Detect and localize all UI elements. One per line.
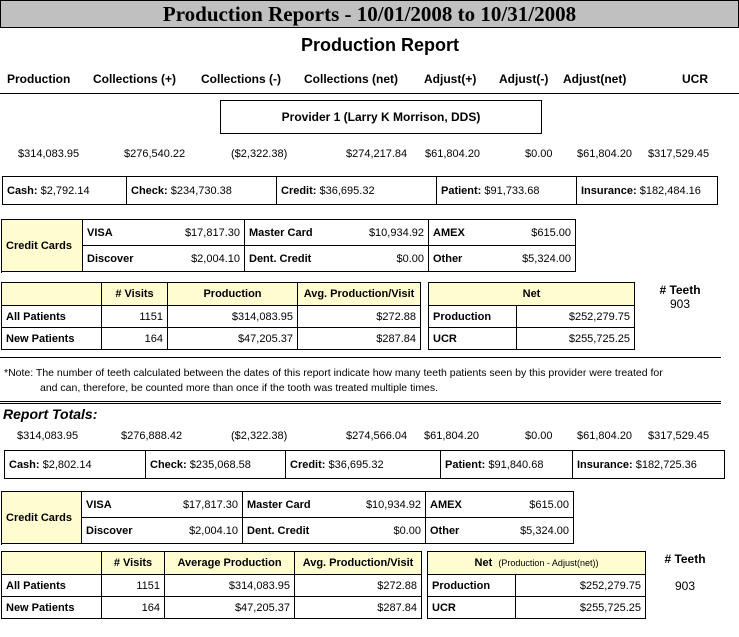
new-patients-production: $47,205.37 [165, 597, 295, 619]
all-patients-visits: 1151 [102, 306, 168, 328]
col-header-adjust-minus: Adjust(-) [499, 72, 549, 86]
discover-cell: Discover $2,004.10 [82, 518, 243, 544]
report-credit-cards-table [1, 491, 574, 545]
provider-credit-cards-table [1, 219, 576, 273]
credit-cards-label: Credit Cards [2, 220, 83, 272]
double-divider [0, 401, 721, 404]
stats-header-avg: Avg. Production/Visit [295, 552, 422, 575]
teeth-value: 903 [674, 579, 696, 593]
report-collections-plus: $276,888.42 [121, 430, 183, 442]
new-patients-label: New Patients [2, 328, 102, 350]
report-collections-minus: ($2,322.38) [231, 430, 288, 442]
report-credit: Credit: $36,695.32 [286, 451, 441, 479]
provider-cash: Cash: $2,792.14 [3, 177, 127, 205]
net-production-label: Production [429, 306, 517, 328]
provider-name-box: Provider 1 (Larry K Morrison, DDS) [220, 100, 542, 134]
teeth-label: # Teeth [664, 552, 706, 566]
provider-collections-plus: $276,540.22 [124, 148, 186, 160]
all-patients-production: $314,083.95 [165, 575, 295, 597]
provider-production: $314,083.95 [18, 148, 80, 160]
net-production-label: Production [428, 575, 516, 597]
provider-collections-minus: ($2,322.38) [231, 148, 288, 160]
amex-cell: AMEX $615.00 [429, 220, 576, 246]
teeth-value: 903 [669, 297, 691, 311]
report-check: Check: $235,068.58 [146, 451, 286, 479]
all-patients-visits: 1151 [102, 575, 165, 597]
other-cell: Other $5,324.00 [426, 518, 574, 544]
report-collections-net: $274,566.04 [346, 430, 408, 442]
col-header-collections-plus: Collections (+) [93, 72, 177, 86]
provider-adjust-minus: $0.00 [525, 148, 553, 160]
new-patients-production: $47,205.37 [168, 328, 298, 350]
new-patients-avg: $287.84 [295, 597, 422, 619]
teeth-label: # Teeth [659, 283, 701, 297]
net-production-value: $252,279.75 [516, 575, 646, 597]
visa-cell: VISA $17,817.30 [82, 492, 243, 518]
col-header-ucr: UCR [682, 72, 708, 86]
all-patients-production: $314,083.95 [168, 306, 298, 328]
stats-header-production: Average Production [165, 552, 295, 575]
all-patients-avg: $272.88 [295, 575, 422, 597]
provider-net-table [428, 282, 635, 350]
provider-payment-box [2, 176, 718, 205]
stats-header-production: Production [168, 283, 298, 306]
provider-collections-net: $274,217.84 [346, 148, 408, 160]
net-production-value: $252,279.75 [517, 306, 635, 328]
report-adjust-net: $61,804.20 [577, 430, 633, 442]
visa-cell: VISA $17,817.30 [83, 220, 245, 246]
report-adjust-plus: $61,804.20 [424, 430, 480, 442]
new-patients-avg: $287.84 [298, 328, 421, 350]
all-patients-avg: $272.88 [298, 306, 421, 328]
report-net-table [427, 551, 646, 619]
report-adjust-minus: $0.00 [525, 430, 553, 442]
col-header-adjust-net: Adjust(net) [563, 72, 627, 86]
col-header-collections-minus: Collections (-) [201, 72, 281, 86]
provider-insurance: Insurance: $182,484.16 [581, 185, 701, 197]
report-insurance: Insurance: $182,725.36 [577, 459, 697, 471]
provider-patient: Patient: $91,733.68 [437, 177, 577, 205]
net-header: Net [429, 283, 635, 306]
net-header: Net (Production - Adjust(net)) [428, 552, 646, 575]
report-stats-table [1, 551, 422, 619]
report-payment-box [4, 450, 725, 479]
master-card-cell: Master Card $10,934.92 [243, 492, 426, 518]
new-patients-visits: 164 [102, 328, 168, 350]
net-ucr-label: UCR [428, 597, 516, 619]
stats-header-avg: Avg. Production/Visit [298, 283, 421, 306]
divider [0, 93, 739, 94]
col-header-production: Production [7, 72, 71, 86]
report-title-bar: Production Reports - 10/01/2008 to 10/31/2008 [0, 0, 739, 28]
credit-cards-label: Credit Cards [2, 492, 82, 544]
stats-header-visits: # Visits [102, 552, 165, 575]
provider-adjust-plus: $61,804.20 [425, 148, 481, 160]
note-line-1: *Note: The number of teeth calculated between the dates of this report indicate how many teeth patients seen by this provider were treated for [4, 367, 663, 379]
stats-header-blank [2, 552, 102, 575]
teeth-note [4, 366, 724, 396]
report-production: $314,083.95 [17, 430, 79, 442]
new-patients-label: New Patients [2, 597, 102, 619]
report-cash: Cash: $2,802.14 [5, 451, 146, 479]
col-header-adjust-plus: Adjust(+) [424, 72, 477, 86]
amex-cell: AMEX $615.00 [426, 492, 574, 518]
new-patients-visits: 164 [102, 597, 165, 619]
page-title: Production Report [301, 35, 459, 55]
net-ucr-label: UCR [429, 328, 517, 350]
provider-check: Check: $234,730.38 [127, 177, 277, 205]
provider-credit: Credit: $36,695.32 [277, 177, 437, 205]
dent-credit-cell: Dent. Credit $0.00 [245, 246, 429, 272]
note-line-2: and can, therefore, be counted more than once if the tooth was treated multiple times. [40, 382, 439, 394]
provider-stats-table [1, 282, 421, 350]
master-card-cell: Master Card $10,934.92 [245, 220, 429, 246]
divider [0, 357, 721, 358]
all-patients-label: All Patients [2, 306, 102, 328]
provider-ucr: $317,529.45 [648, 148, 710, 160]
all-patients-label: All Patients [2, 575, 102, 597]
stats-header-blank [2, 283, 102, 306]
provider-adjust-net: $61,804.20 [577, 148, 633, 160]
stats-header-visits: # Visits [102, 283, 168, 306]
col-header-collections-net: Collections (net) [304, 72, 399, 86]
discover-cell: Discover $2,004.10 [83, 246, 245, 272]
net-ucr-value: $255,725.25 [517, 328, 635, 350]
dent-credit-cell: Dent. Credit $0.00 [243, 518, 426, 544]
other-cell: Other $5,324.00 [429, 246, 576, 272]
net-ucr-value: $255,725.25 [516, 597, 646, 619]
report-totals-heading: Report Totals: [3, 406, 98, 422]
report-patient: Patient: $91,840.68 [441, 451, 573, 479]
report-ucr: $317,529.45 [648, 430, 710, 442]
